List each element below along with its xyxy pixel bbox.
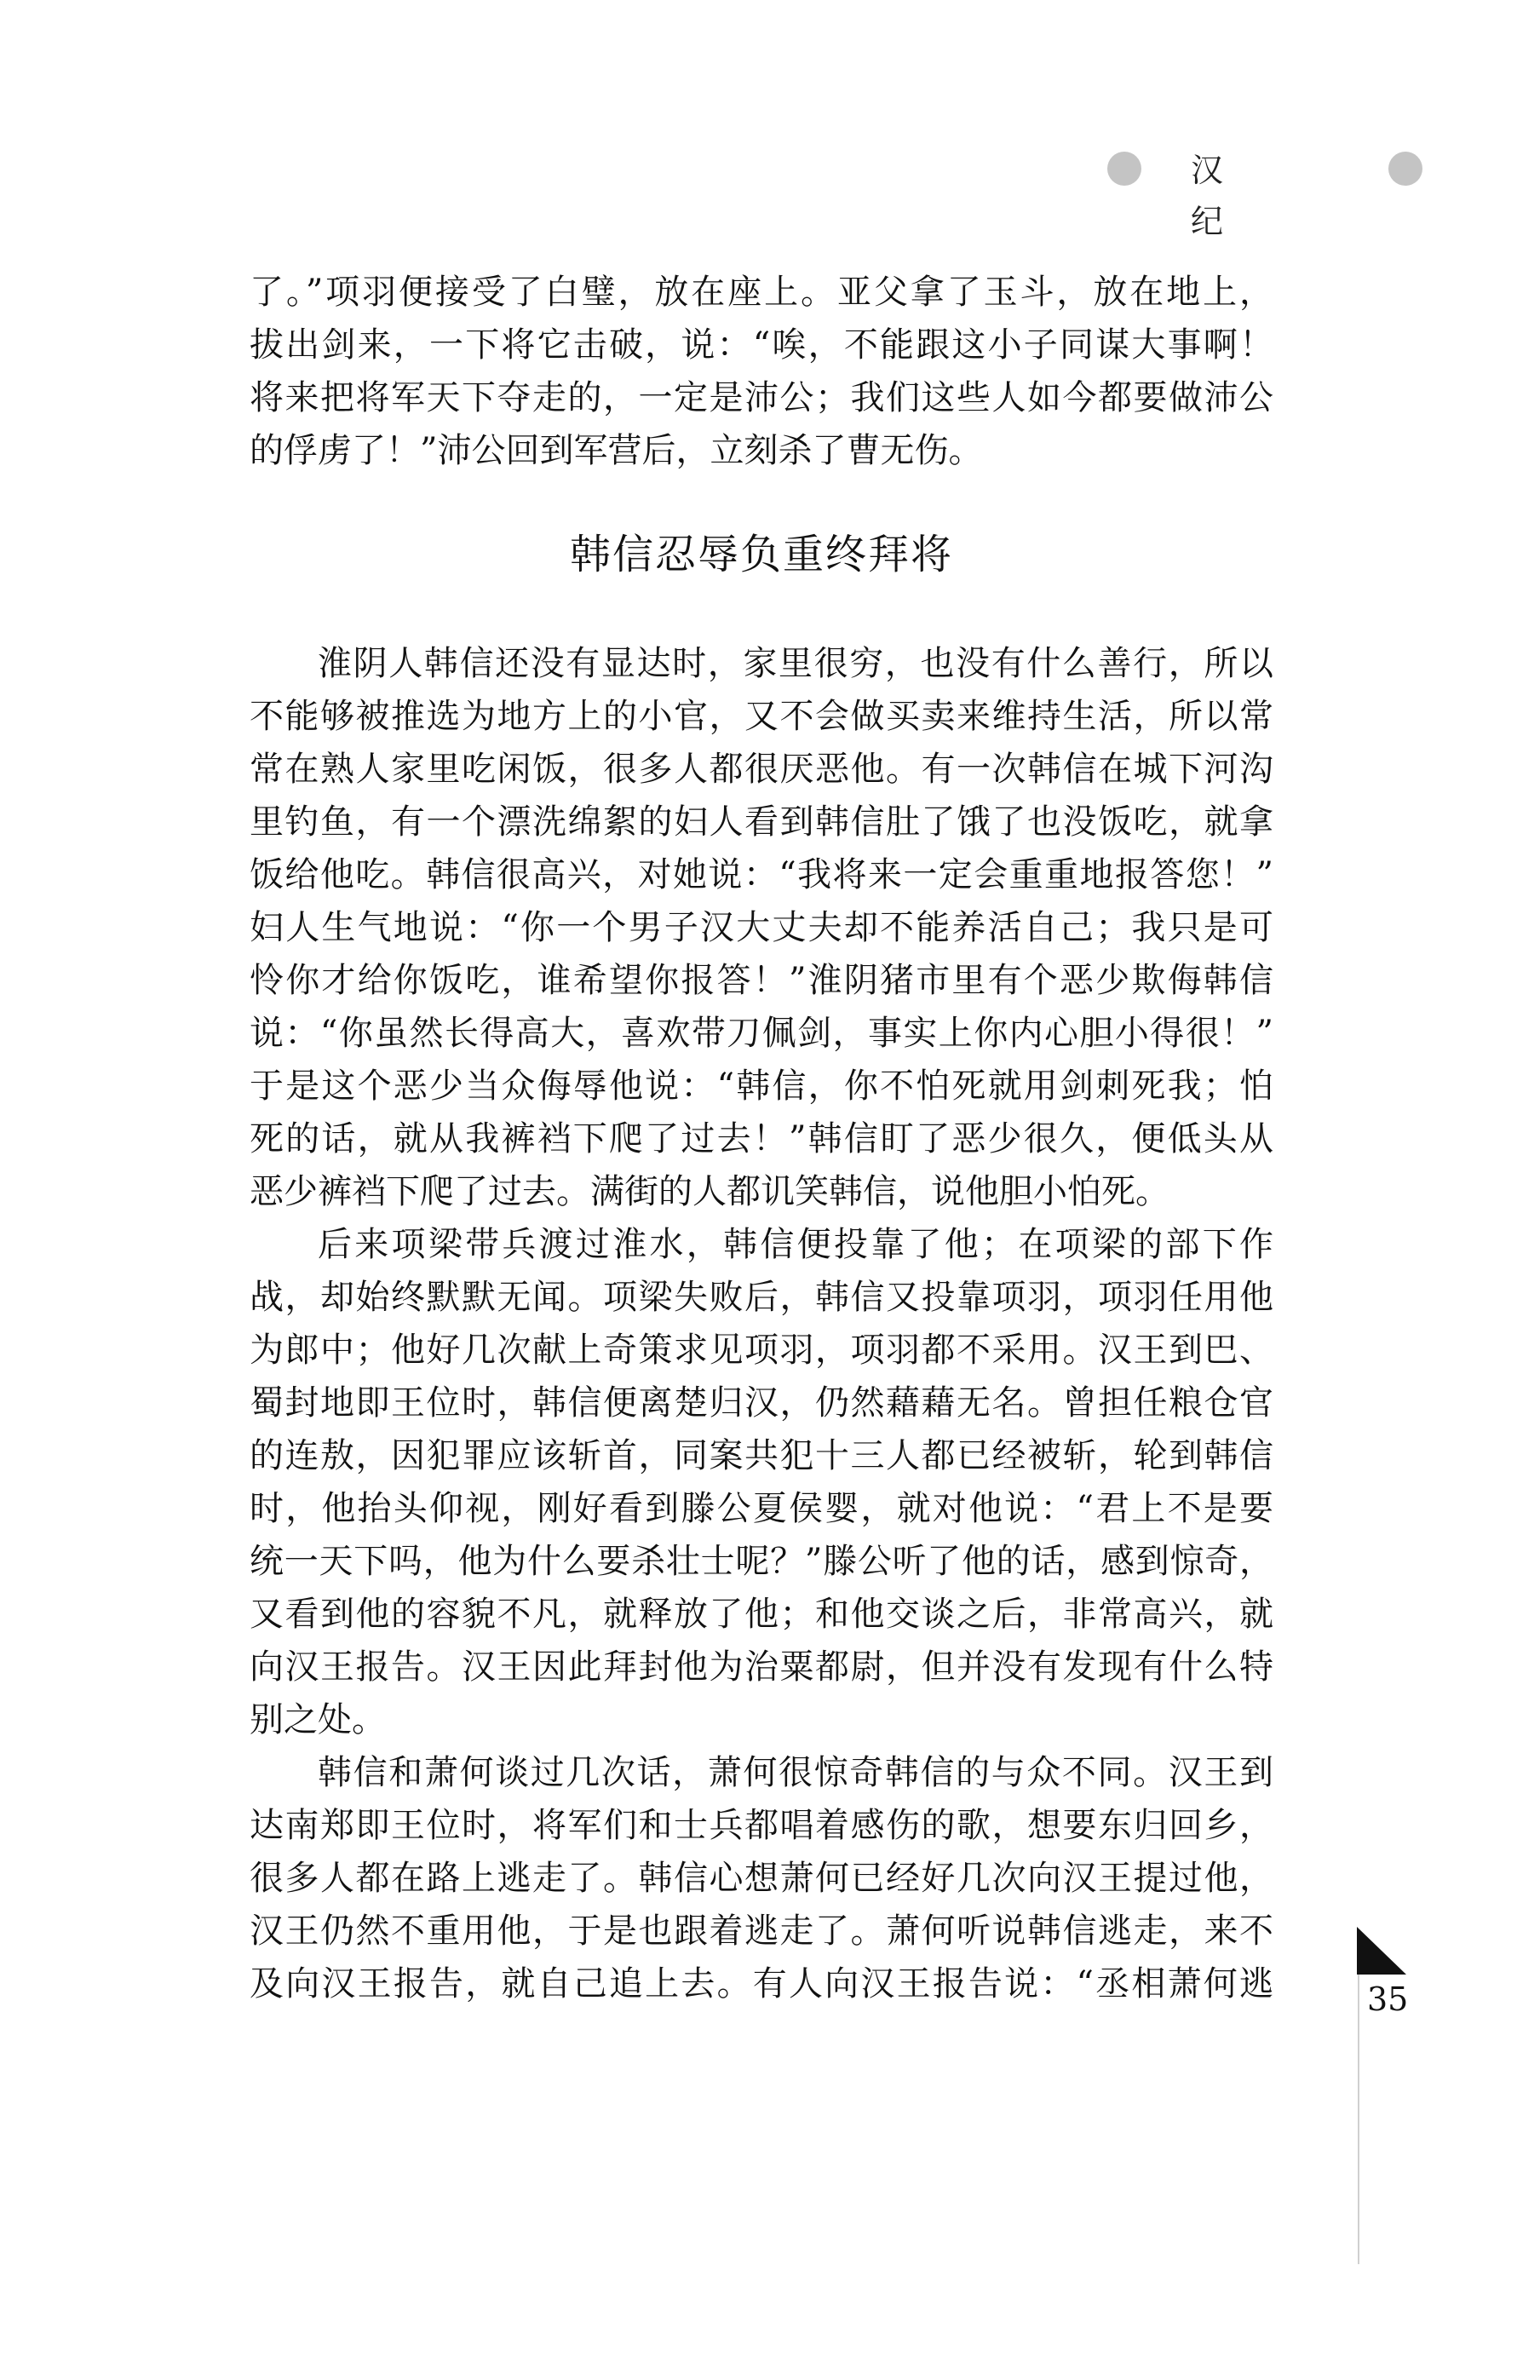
running-header-title: 汉纪: [1191, 152, 1309, 240]
text-line: 拔出剑来，一下将它击破，说：“唉，不能跟这小子同谋大事啊！: [250, 325, 1273, 365]
section-title: 韩信忍辱负重终拜将: [569, 531, 953, 578]
page-number: 35: [1367, 1980, 1409, 2018]
text-line: 汉王仍然不重用他，于是也跟着逃走了。萧何听说韩信逃走，来不: [250, 1911, 1273, 1951]
text-line: 的连敖，因犯罪应该斩首，同案共犯十三人都已经被斩，轮到韩信: [250, 1436, 1273, 1475]
text-line: 很多人都在路上逃走了。韩信心想萧何已经好几次向汉王提过他，: [250, 1859, 1273, 1898]
text-line: 于是这个恶少当众侮辱他说：“韩信，你不怕死就用剑刺死我；怕: [250, 1066, 1273, 1106]
text-line: 战，却始终默默无闻。项梁失败后，韩信又投靠项羽，项羽任用他: [250, 1278, 1273, 1317]
text-line: 后来项梁带兵渡过淮水，韩信便投靠了他；在项梁的部下作: [318, 1225, 1273, 1264]
text-line: 怜你才给你饭吃，谁希望你报答！”淮阴猪市里有个恶少欺侮韩信: [250, 961, 1273, 1000]
text-line: 的俘虏了！”沛公回到军营后，立刻杀了曹无伤。: [250, 431, 983, 470]
text-line: 将来把将军天下夺走的，一定是沛公；我们这些人如今都要做沛公: [250, 378, 1273, 417]
text-line: 里钓鱼，有一个漂洗绵絮的妇人看到韩信肚了饿了也没饭吃，就拿: [250, 802, 1273, 842]
bullet-dot-icon: [1388, 152, 1422, 186]
text-line: 时，他抬头仰视，刚好看到滕公夏侯婴，就对他说：“君上不是要: [250, 1489, 1273, 1528]
text-line: 又看到他的容貌不凡，就释放了他；和他交谈之后，非常高兴，就: [250, 1595, 1273, 1634]
text-line: 不能够被推选为地方上的小官，又不会做买卖来维持生活，所以常: [250, 697, 1273, 736]
text-line: 及向汉王报告，就自己追上去。有人向汉王报告说：“丞相萧何逃: [250, 1964, 1273, 2003]
text-line: 了。”项羽便接受了白璧，放在座上。亚父拿了玉斗，放在地上，: [250, 273, 1273, 312]
page-corner-triangle-icon: [1357, 1927, 1406, 1975]
running-header: [1107, 145, 1431, 240]
bullet-dot-icon: [1107, 152, 1141, 186]
text-line: 妇人生气地说：“你一个男子汉大丈夫却不能养活自己；我只是可: [250, 908, 1273, 947]
text-line: 统一天下吗，他为什么要杀壮士呢？”滕公听了他的话，感到惊奇，: [250, 1542, 1273, 1581]
page-edge-rule: [1358, 1975, 1359, 2264]
text-line: 蜀封地即王位时，韩信便离楚归汉，仍然藉藉无名。曾担任粮仓官: [250, 1383, 1273, 1423]
text-line: 淮阴人韩信还没有显达时，家里很穷，也没有什么善行，所以: [318, 644, 1273, 683]
text-line: 恶少裤裆下爬了过去。满街的人都讥笑韩信，说他胆小怕死。: [250, 1172, 1169, 1211]
text-line: 说：“你虽然长得高大，喜欢带刀佩剑，事实上你内心胆小得很！”: [250, 1014, 1273, 1053]
text-line: 死的话，就从我裤裆下爬了过去！”韩信盯了恶少很久，便低头从: [250, 1119, 1273, 1158]
text-line: 韩信和萧何谈过几次话，萧何很惊奇韩信的与众不同。汉王到: [318, 1753, 1273, 1792]
text-line: 向汉王报告。汉王因此拜封他为治粟都尉，但并没有发现有什么特: [250, 1647, 1273, 1687]
text-line: 饭给他吃。韩信很高兴，对她说：“我将来一定会重重地报答您！”: [250, 855, 1273, 894]
text-line: 为郎中；他好几次献上奇策求见项羽，项羽都不采用。汉王到巴、: [250, 1331, 1273, 1370]
text-line: 别之处。: [250, 1700, 386, 1739]
text-line: 常在熟人家里吃闲饭，很多人都很厌恶他。有一次韩信在城下河沟: [250, 750, 1273, 789]
text-line: 达南郑即王位时，将军们和士兵都唱着感伤的歌，想要东归回乡，: [250, 1806, 1273, 1845]
